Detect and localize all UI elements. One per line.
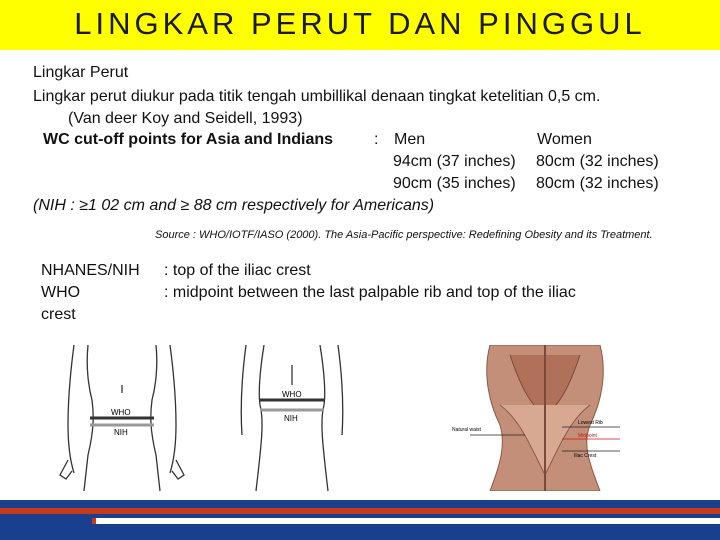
header-women: Women [537, 131, 592, 148]
citation-line: (Van deer Koy and Seidell, 1993) [68, 110, 303, 127]
torso-figure-middle [238, 345, 346, 491]
footer-white-stripe [92, 518, 720, 524]
who-definition: : midpoint between the last palpable rib and top of the iliac [164, 284, 576, 301]
back-label-midpoint: Midpoint [578, 433, 597, 439]
torso-figure-left [48, 345, 196, 491]
footer-accent-line [0, 508, 720, 514]
nhanes-term: NHANES/NIH [41, 262, 140, 279]
back-label-iliac-crest: Iliac Crest [574, 453, 597, 459]
torso-outline-middle [238, 345, 346, 491]
page-title: LINGKAR PERUT DAN PINGGUL [74, 6, 646, 41]
row1-men-value: 94cm (37 inches) [393, 153, 516, 170]
footer-band [0, 500, 720, 540]
definition-line: Lingkar perut diukur pada titik tengah umbillikal denaan tingkat ketelitian 0,5 cm. [33, 88, 601, 105]
back-muscle-illustration [450, 345, 640, 491]
mid-who-label: WHO [282, 390, 302, 399]
back-label-lowest-rib: Lowest Rib [578, 420, 603, 426]
wc-colon: : [374, 131, 379, 148]
nih-note: (NIH : ≥1 02 cm and ≥ 88 cm respectively for Americans) [33, 197, 435, 214]
back-anatomy-figure [450, 345, 640, 491]
row2-women-value: 80cm (32 inches) [536, 175, 659, 192]
torso-outline-left [48, 345, 196, 491]
source-citation: Source : WHO/IOTF/IASO (2000). The Asia-Pacific perspective: Redefining Obesity and its Treatment. [155, 229, 653, 241]
row1-women-value: 80cm (32 inches) [536, 153, 659, 170]
back-label-natural-waist: Natural waist [452, 427, 481, 433]
who-term: WHO [41, 284, 81, 301]
left-who-label: WHO [111, 408, 131, 417]
who-definition-cont: crest [41, 306, 76, 323]
mid-nih-label: NIH [284, 414, 298, 423]
header-men: Men [394, 131, 426, 148]
heading-lingkar-perut: Lingkar Perut [33, 64, 129, 81]
row2-men-value: 90cm (35 inches) [393, 175, 516, 192]
left-nih-label: NIH [114, 428, 128, 437]
wc-cutoff-label: WC cut-off points for Asia and Indians [43, 131, 334, 148]
nhanes-definition: : top of the iliac crest [164, 262, 311, 279]
